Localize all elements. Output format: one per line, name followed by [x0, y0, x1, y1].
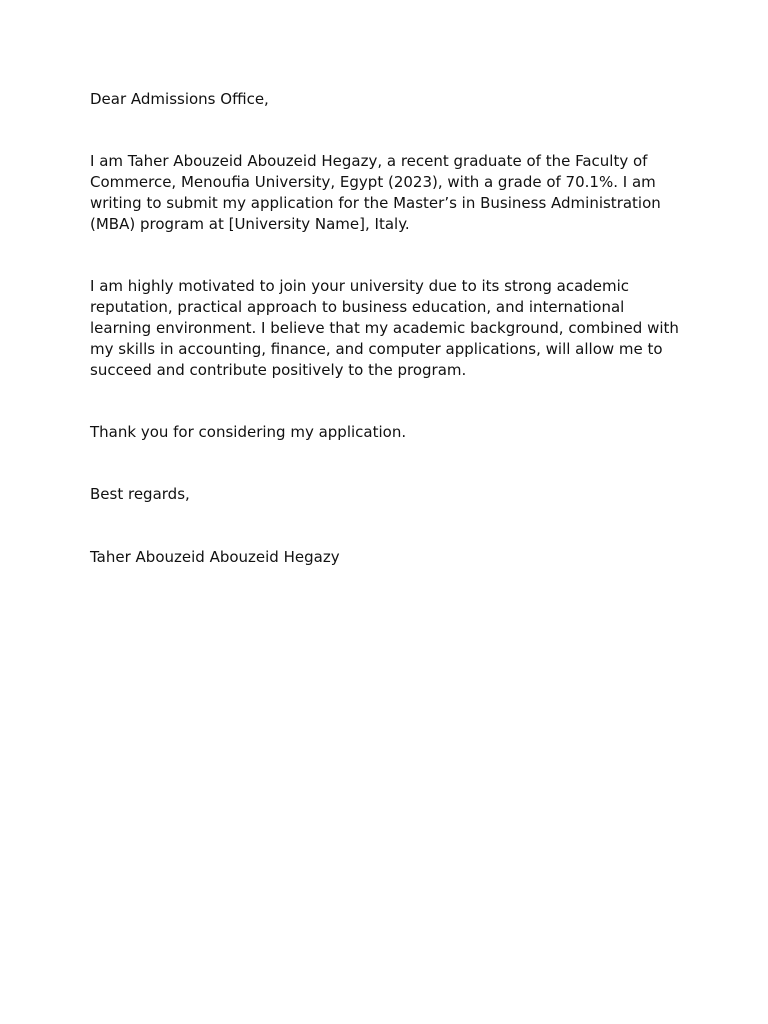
letter-paragraph-introduction: I am Taher Abouzeid Abouzeid Hegazy, a recent graduate of the Faculty of Commerce, Menoufia University, Egypt (2023), with a grade of 70.1%. I am writing to submit my application for the Master’s in Business Administration (MBA) program at [University Name], Italy. — [90, 152, 661, 233]
letter-greeting: Dear Admissions Office, — [90, 90, 269, 108]
letter-signature-name: Taher Abouzeid Abouzeid Hegazy — [90, 548, 340, 566]
letter-closing: Best regards, — [90, 485, 190, 503]
letter-paragraph-motivation: I am highly motivated to join your university due to its strong academic reputation, practical approach to business education, and international learning environment. I believe that my academic background, combined with my skills in accounting, finance, and computer applications, will allow me to succeed and contribute positively to the program. — [90, 277, 679, 379]
letter-thanks: Thank you for considering my application. — [90, 423, 407, 441]
letter-body — [90, 89, 680, 568]
